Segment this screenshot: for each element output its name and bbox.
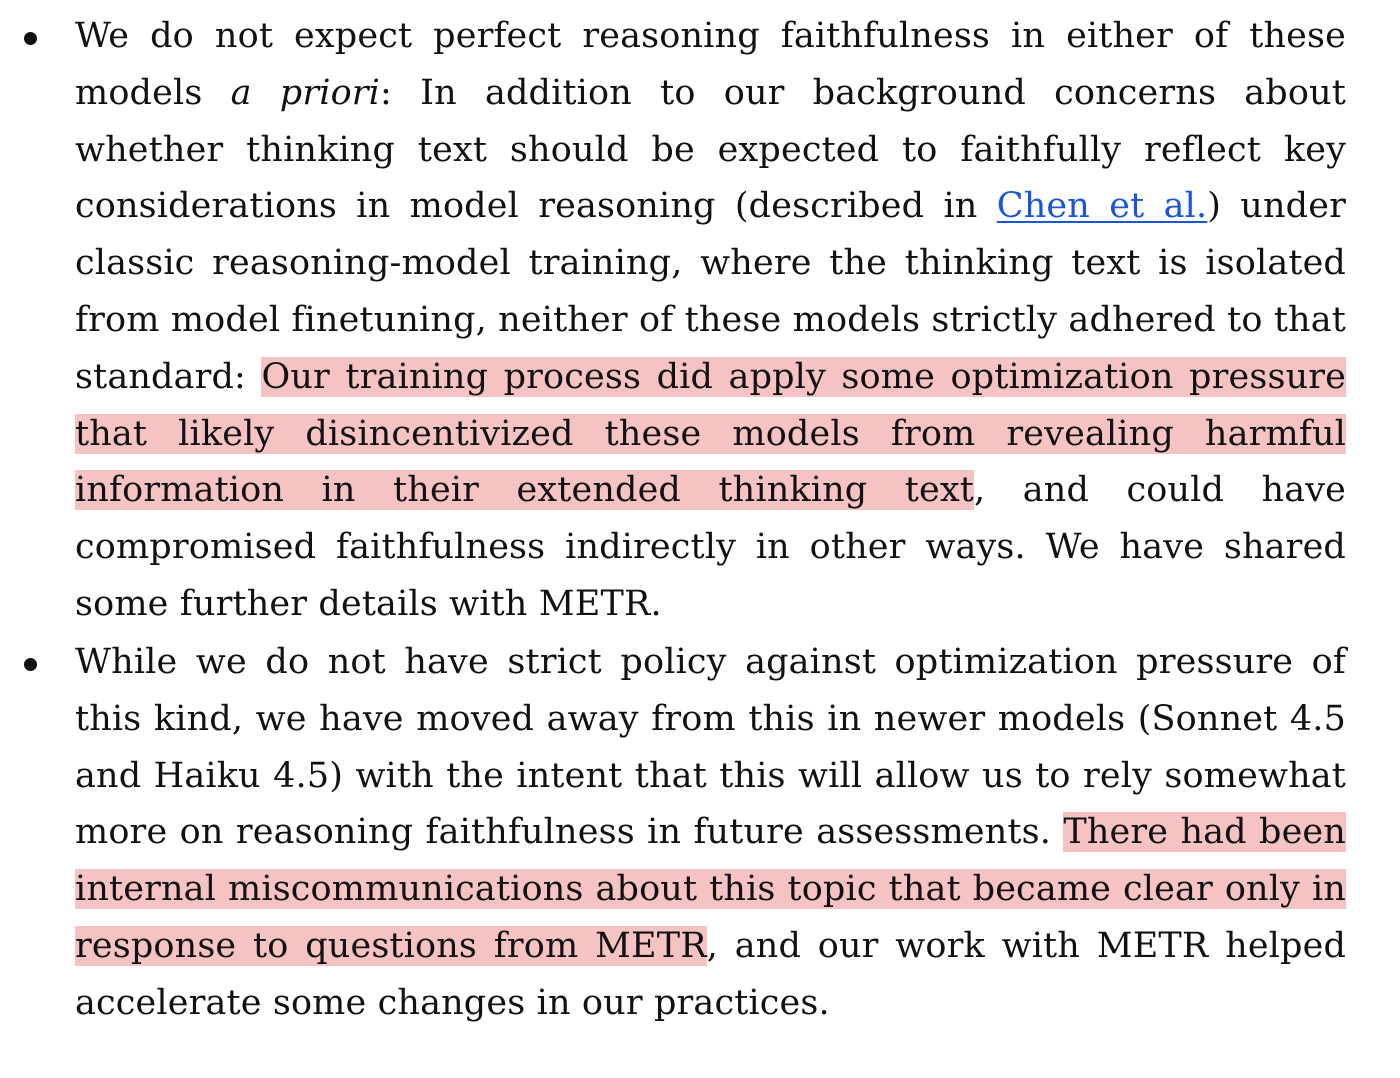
highlighted-passage-optimization-pressure: Our training process did apply some optimization pressure that likely disincentivized these models from revealing harmful information in their extended thinking text [75,356,1347,511]
bullet-text-part3: ) under classic reasoning-model training, where the thinking text is isolated from model finetuning, neither of these models strictly adhered to that standard: [75,186,1346,397]
bullet-point-icon [24,658,37,671]
italic-a-priori: a priori [230,72,381,113]
bullet-text-part2: , and our work with METR helped accelerate some changes in our practices. [75,925,1346,1023]
chen-et-al-link[interactable]: Chen et al. [996,186,1208,227]
bullet-text-part4: , and could have compromised faithfulness indirectly in other ways. We have shared some further details with METR. [75,470,1346,624]
highlighted-passage-miscommunications: There had been internal miscommunications about this topic that became clear only in response to questions from METR [75,812,1346,966]
bullet-text-part1: We do not expect perfect reasoning faithfulness in either of these models [75,16,1346,113]
bullet-item-reasoning-faithfulness [75,8,1346,633]
bullet-text-part2: : In addition to our background concerns about whether thinking text should be expected to faithfully reflect key considerations in model reasoning (described in [75,72,1346,227]
bullet-text-part1: While we do not have strict policy against optimization pressure of this kind, we have moved away from this in newer models (Sonnet 4.5 and Haiku 4.5) with the intent that this will allow us to rely somewhat more on reasoning faithfulness in future assessments. [75,642,1346,853]
bullet-point-icon [24,32,37,45]
bullet-item-policy-changes [75,634,1346,1032]
